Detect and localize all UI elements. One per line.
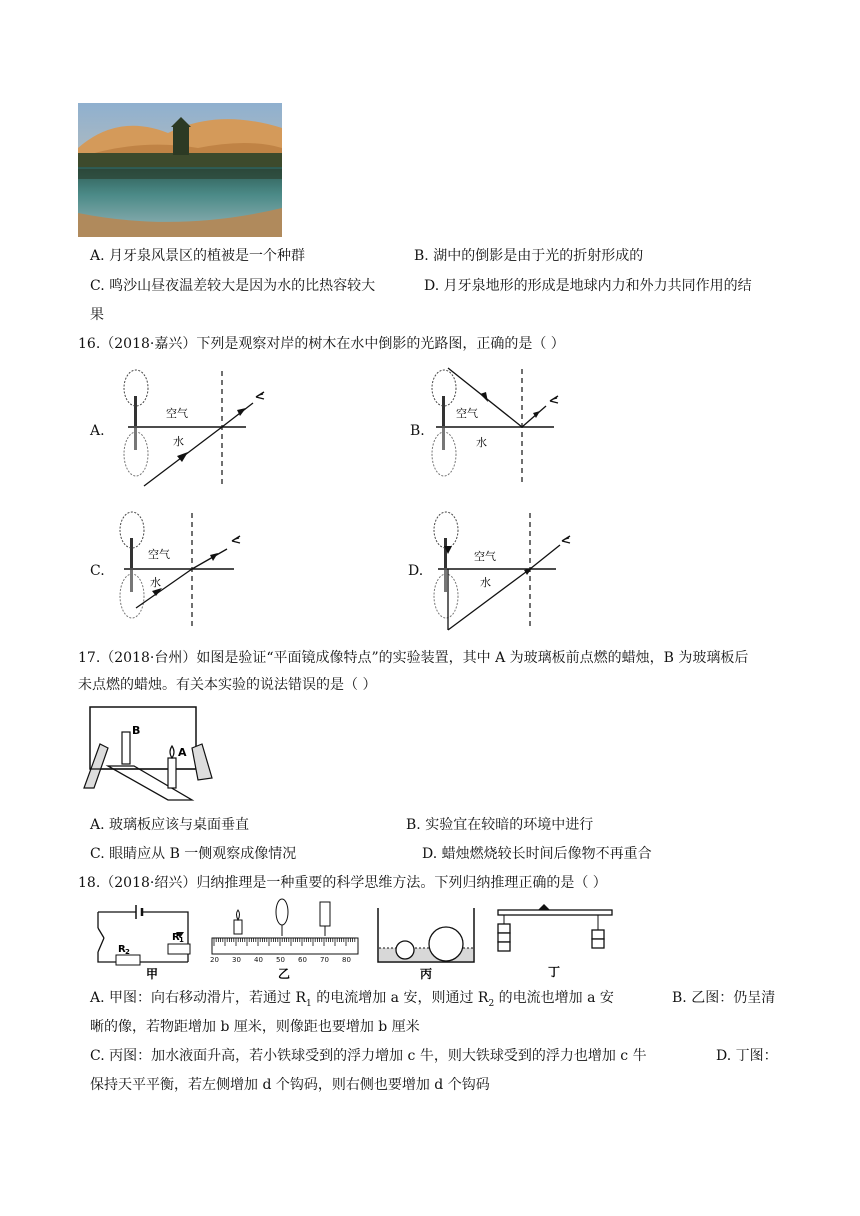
q17-option-a: A. 玻璃板应该与桌面垂直 [90, 817, 250, 833]
eye-icon [232, 536, 240, 543]
candle-a-label: A [178, 746, 187, 759]
eye-icon [550, 396, 558, 403]
tree-icon [434, 512, 458, 618]
water-label: 水 [173, 435, 184, 448]
q18-option-d: D. 丁图： [716, 1048, 778, 1064]
resistor-r2 [116, 955, 140, 965]
caption-ding: 丁 [548, 965, 561, 979]
weight-icon [498, 924, 510, 933]
q16-diagram-a [118, 366, 278, 490]
caption-bing: 丙 [420, 967, 433, 980]
r1-sub: 1 [179, 936, 184, 944]
q15-option-d-cont: 果 [90, 307, 104, 323]
resistor-r1 [168, 944, 190, 954]
water-label: 水 [480, 576, 491, 589]
eye-icon [256, 392, 264, 399]
q17-stem-line2: 未点燃的蜡烛。有关本实验的说法错误的是（ ） [78, 677, 377, 693]
q16-option-b-label: B. [410, 423, 425, 439]
tick-50: 50 [276, 956, 285, 964]
caption-yi: 乙 [278, 967, 291, 980]
q16-diagram-b [426, 366, 586, 490]
caption-jia: 甲 [146, 967, 159, 980]
q18-figure-yi-optical-bench [208, 898, 362, 980]
air-label: 空气 [474, 550, 496, 563]
tick-70: 70 [320, 956, 329, 964]
air-label: 空气 [456, 407, 478, 420]
q18-option-a: A. 甲图：向右移动滑片，若通过 $R_1$ 的电流增加 a 安，则通过 $R_2$ 的电流也增加 a 安 [90, 990, 614, 1009]
tick-20: 20 [210, 956, 219, 964]
tree-icon [432, 370, 456, 476]
tree-icon [120, 512, 144, 618]
q17-mirror-experiment-figure [80, 704, 216, 804]
q15-option-c: C. 鸣沙山昼夜温差较大是因为水的比热容较大 [90, 278, 376, 294]
q18-option-d-cont: 保持天平平衡，若左侧增加 d 个钩码，则右侧也要增加 d 个钩码 [90, 1077, 490, 1093]
q15-option-a: A. 月牙泉风景区的植被是一个种群 [90, 248, 306, 264]
r2-label: R [118, 944, 126, 955]
r2-sub: 2 [125, 948, 130, 956]
eye-icon [562, 536, 570, 543]
tick-30: 30 [232, 956, 241, 964]
lens-icon [276, 899, 288, 925]
tree-icon [124, 370, 148, 476]
flame-icon [170, 746, 174, 758]
candle-icon [234, 920, 242, 934]
q18-figure-ding-lever [494, 904, 618, 980]
small-iron-ball [396, 941, 414, 959]
tick-60: 60 [298, 956, 307, 964]
tick-80: 80 [342, 956, 351, 964]
q18-option-b-cont: 晰的像，若物距增加 b 厘米，则像距也要增加 b 厘米 [90, 1019, 420, 1035]
q18-figure-bing-tank [374, 904, 478, 980]
q18-option-c: C. 丙图：加水液面升高，若小铁球受到的浮力增加 c 牛，则大铁球受到的浮力也增加 c 牛 [90, 1048, 647, 1064]
q16-stem: 16.（2018·嘉兴）下列是观察对岸的树木在水中倒影的光路图，正确的是（ ） [78, 336, 565, 352]
q18-figure-jia-circuit [92, 898, 200, 980]
q17-stem-line1: 17.（2018·台州）如图是验证“平面镜成像特点”的实验装置，其中 A 为玻璃板前点燃的蜡烛，B 为玻璃板后 [78, 650, 749, 666]
r1-label: R [172, 932, 180, 943]
tick-40: 40 [254, 956, 263, 964]
q16-option-d-label: D. [408, 563, 424, 579]
q18-option-b: B. 乙图：仍呈清 [672, 990, 776, 1006]
large-iron-ball [429, 927, 463, 961]
air-label: 空气 [166, 407, 188, 420]
q18-stem: 18.（2018·绍兴）归纳推理是一种重要的科学思维方法。下列归纳推理正确的是（ ） [78, 875, 607, 891]
candle-b [122, 732, 130, 764]
air-label: 空气 [148, 548, 170, 561]
q17-option-d: D. 蜡烛燃烧较长时间后像物不再重合 [422, 846, 652, 862]
candle-b-label: B [132, 724, 141, 737]
q15-option-b: B. 湖中的倒影是由于光的折射形成的 [414, 248, 644, 264]
q17-option-c: C. 眼睛应从 B 一侧观察成像情况 [90, 846, 297, 862]
water-label: 水 [150, 576, 161, 589]
water-label: 水 [476, 436, 487, 449]
candle-a [168, 758, 176, 788]
oasis-photo [78, 103, 282, 237]
q15-option-d: D. 月牙泉地形的形成是地球内力和外力共同作用的结 [424, 278, 752, 294]
q17-option-b: B. 实验宜在较暗的环境中进行 [406, 817, 594, 833]
q16-option-a-label: A. [90, 423, 105, 439]
q16-option-c-label: C. [90, 563, 105, 579]
q16-diagram-c [114, 508, 274, 632]
q16-diagram-d [428, 508, 588, 632]
screen-icon [320, 902, 330, 926]
